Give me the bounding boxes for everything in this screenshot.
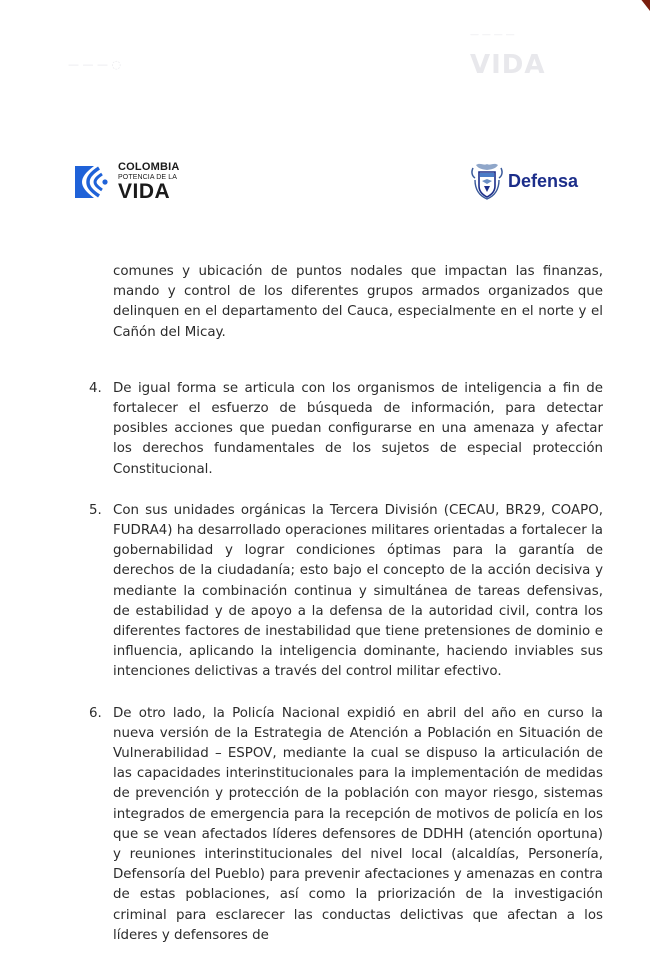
colombia-potencia-de-la-vida-logo	[72, 162, 179, 202]
document-body	[89, 262, 603, 967]
logo-line-colombia: COLOMBIA	[118, 161, 180, 173]
bleed-through-text: — — — —	[470, 30, 515, 40]
bleed-through-vida: VIDA	[470, 50, 546, 80]
list-item-5	[89, 501, 603, 683]
list-item-number: 4.	[89, 380, 102, 396]
coat-of-arms-icon	[470, 162, 504, 200]
numbered-list	[89, 379, 603, 946]
continued-paragraph: comunes y ubicación de puntos nodales que impactan las finanzas, mando y control de los diferentes grupos armados organizados que delinquen en el departamento del Cauca, especialmente en el norte y el Cañón del Micay.	[113, 264, 603, 340]
list-item-number: 6.	[89, 705, 102, 721]
defensa-label: Defensa	[508, 170, 579, 191]
logo-line-potencia: POTENCIA DE LA	[118, 174, 177, 181]
list-item-6	[89, 704, 603, 946]
list-item-text: De igual forma se articula con los organismos de inteligencia a fin de fortalecer el esfuerzo de búsqueda de información, para detectar posibles acciones que puedan configurarse en una amenaza y afectar los derechos fundamentales de los sujetos de especial protección Constitucional.	[113, 380, 603, 477]
list-item-4	[89, 379, 603, 480]
list-item-number: 5.	[89, 502, 102, 518]
list-item-text: Con sus unidades orgánicas la Tercera División (CECAU, BR29, COAPO, FUDRA4) ha desarrollado operaciones militares orientadas a fortalecer la gobernabilidad y lograr condiciones óptimas para la garantía de derechos de la ciudadanía; esto bajo el concepto de la acción decisiva y mediante la combinación continua y simultánea de tareas defensivas, de estabilidad y de apoyo a la defensa de la autoridad civil, contra los diferentes factores de inestabilidad que tiene pretensiones de dominio e influencia, aplicando la inteligencia dominante, haciendo inviables sus intenciones delictivas a través del control militar efectivo.	[113, 502, 603, 680]
page-corner-fold	[590, 0, 650, 60]
logo-line-vida: VIDA	[118, 180, 171, 203]
document-header	[0, 160, 650, 210]
bleed-through-left: — — — ◌	[68, 58, 122, 71]
defensa-logo	[470, 162, 578, 200]
list-item-text: De otro lado, la Policía Nacional expidió en abril del año en curso la nueva versión de la Estrategia de Atención a Población en Situación de Vulnerabilidad – ESPOV, mediante la cual se dispuso la articulación de las capacidades interinstitucionales para la implementación de medidas de prevención y protección de la población con mayor riesgo, sistemas integrados de emergencia para la recepción de motivos de policía en los que se vean afectados líderes defensores de DDHH (atención oportuna) y reuniones interinstitucionales del nivel local (alcaldías, Personería, Defensoría del Pueblo) para prevenir afectaciones y amenazas en contra de estas poblaciones, así como la priorización de la investigación criminal para esclarecer las conductas delictivas que afectan a los líderes y defensores de	[113, 705, 603, 943]
signal-waves-icon	[72, 163, 110, 201]
